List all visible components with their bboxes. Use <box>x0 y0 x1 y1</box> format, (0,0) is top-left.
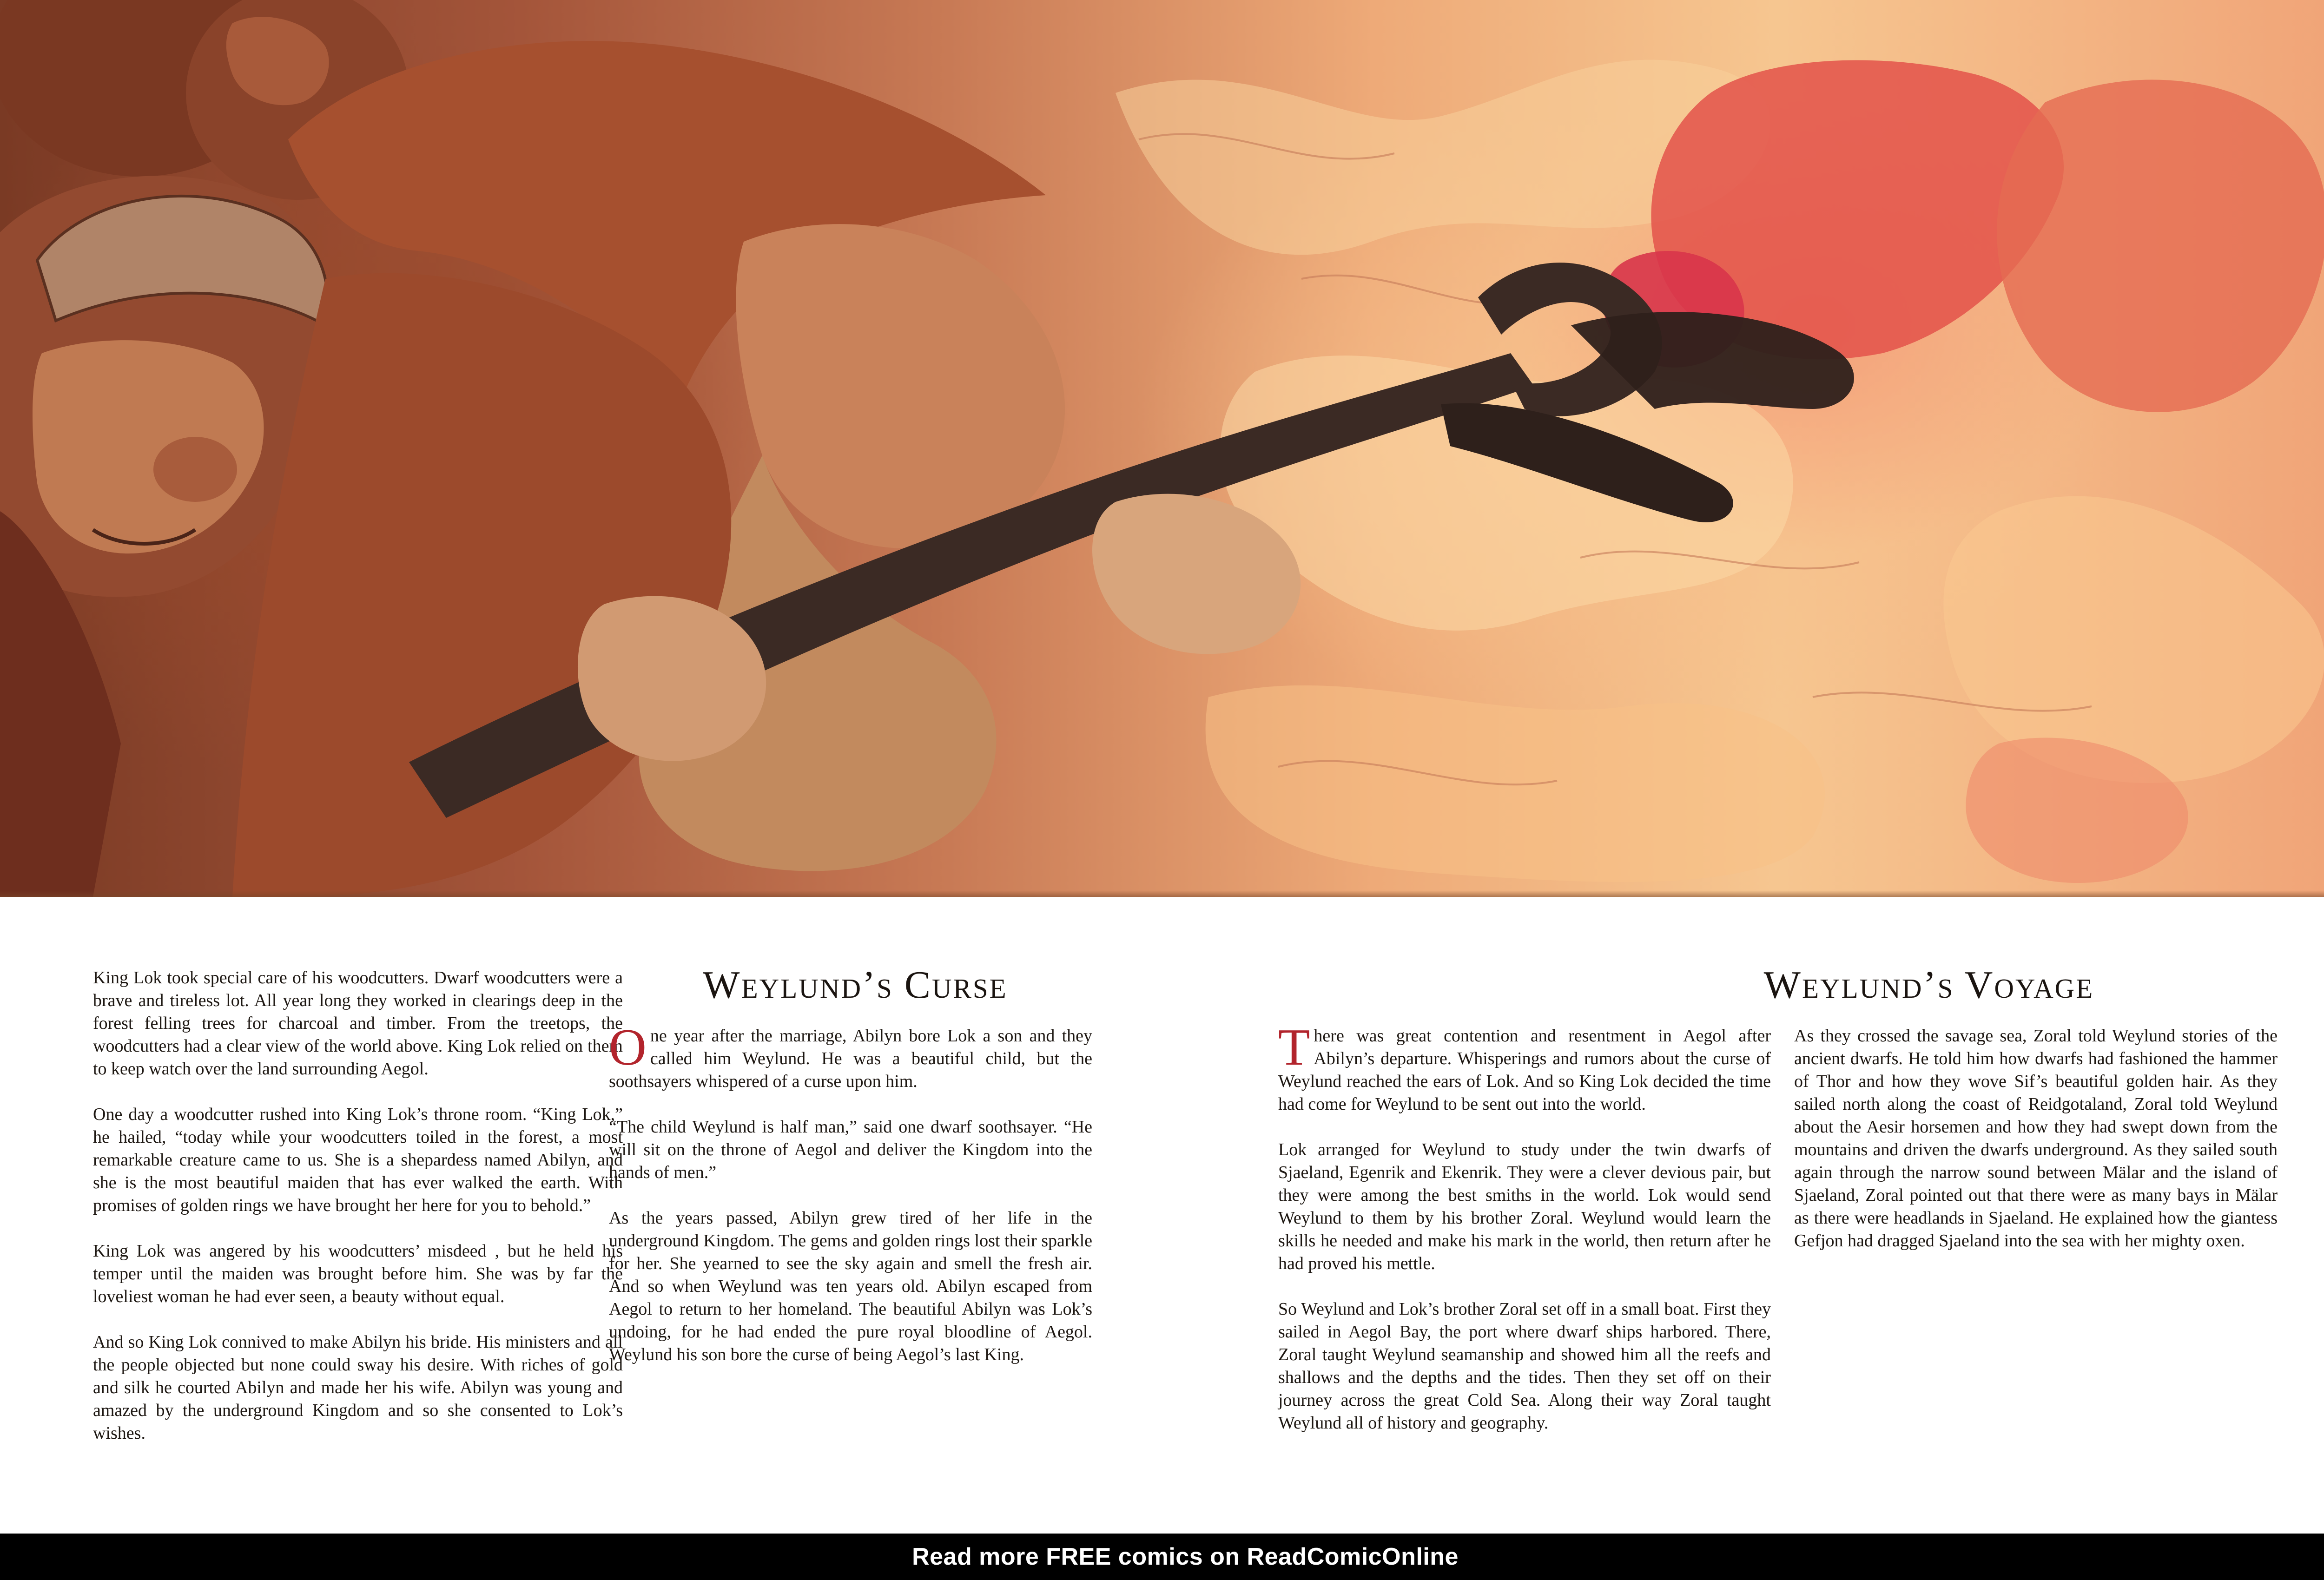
footer-banner[interactable] <box>0 1534 2324 1580</box>
curse-column <box>609 1019 1092 1366</box>
paragraph: Lok arranged for Weylund to study under the twin dwarfs of Sjaeland, Egenrik and Ekenrik. They were a clever devious pair, but they were among the best smiths in the world. Lok would send Weylund to them by his brother Zoral. Weylund would learn the skills he needed and make his mark in the world, then return after he had proved his mettle. <box>1278 1140 1771 1273</box>
paragraph: King Lok was angered by his woodcutters’ misdeed , but he held his temper until the maiden was brought before him. She was by far the loveliest woman he had ever seen, a beauty without equal. <box>93 1241 623 1306</box>
paragraph-text: here was great contention and resentment in Aegol after Abilyn’s departure. Whisperings and rumors about the curse of Weylund reached the ears of Lok. And so King Lok decided the time had come for Weylund to be sent out into the world. <box>1278 1026 1771 1114</box>
main-dwarf <box>232 41 1065 897</box>
paragraph: King Lok took special care of his woodcutters. Dwarf woodcutters were a brave and tireless lot. All year long they worked in clearings deep in the forest felling trees for charcoal and timber. From the treetops, the woodcutters had a clear view of the world above. King Lok relied on them to keep watch over the land surrounding Aegol. <box>93 968 623 1079</box>
paragraph: As the years passed, Abilyn grew tired of her life in the underground Kingdom. The gems and golden rings lost their sparkle for her. She yearned to see the sky again and smell the fresh air. And so when Weylund was ten years old. Abilyn escaped from Aegol to return to her homeland. The beautiful Abilyn was Lok’s undoing, for he had ended the pure royal bloodline of Aegol. Weylund his son bore the curse of being Aegol’s last King. <box>609 1208 1092 1364</box>
paragraph: So Weylund and Lok’s brother Zoral set off in a small boat. First they sailed in Aegol Bay, the port where dwarf ships harbored. There, Zoral taught Weylund seamanship and showed him all the reefs and shallows and the depths and the tides. Then they set off on their journey across the great Cold Sea. Along their way Zoral taught Weylund all of history and geography. <box>1278 1299 1771 1433</box>
drop-cap: O <box>609 1019 647 1076</box>
paragraph: “The child Weylund is half man,” said one dwarf soothsayer. “He will sit on the throne of Aegol and deliver the Kingdom into the hands of men.” <box>609 1117 1092 1182</box>
paragraph: As they crossed the savage sea, Zoral told Weylund stories of the ancient dwarfs. He told him how dwarfs had fashioned the hammer of Thor and how they wove Sif’s beautiful golden hair. As they sailed north along the coast of Reidgotaland, Zoral told Weylund about the Aesir horsemen and how they had swept down from the mountains and driven the dwarfs underground. As they sailed south again through the narrow sound between Mälar and the island of Sjaeland, Zoral pointed out that there were as many bays in Mälar as there were headlands in Sjaeland. He explained how the giantess Gefjon had dragged Sjaeland into the sea with her mighty oxen. <box>1794 1026 2278 1251</box>
paragraph <box>609 1019 1092 1093</box>
paragraph: And so King Lok connived to make Abilyn his bride. His ministers and all the people objected but none could sway his desire. With riches of gold and silk he courted Abilyn and made her his wife. Abilyn was young and amazed by the underground Kingdom and so she consented to Lok’s wishes. <box>93 1332 623 1443</box>
intro-column <box>93 967 623 1445</box>
footer-link[interactable]: Read more FREE comics on ReadComicOnline <box>912 1543 1459 1570</box>
voyage-column-right <box>1794 1025 2278 1252</box>
voyage-column-left <box>1278 1019 1771 1435</box>
paragraph <box>1278 1019 1771 1116</box>
paragraph: One day a woodcutter rushed into King Lok’s throne room. “King Lok,” he hailed, “today while your woodcutters toiled in the forest, a most remarkable creature came to us. She is a shepardess named Abilyn, and she is the most beautiful maiden that has ever walked the earth. With promises of golden rings we have brought her here for you to behold.” <box>93 1105 623 1215</box>
paragraph-text: ne year after the marriage, Abilyn bore Lok a son and they called him Weylund. He was a beautiful child, but the soothsayers whispered of a curse upon him. <box>609 1026 1092 1091</box>
section-heading-voyage: Weylund’s Voyage <box>1763 963 2094 1007</box>
drop-cap: T <box>1278 1019 1310 1076</box>
section-heading-curse: Weylund’s Curse <box>703 963 1008 1007</box>
